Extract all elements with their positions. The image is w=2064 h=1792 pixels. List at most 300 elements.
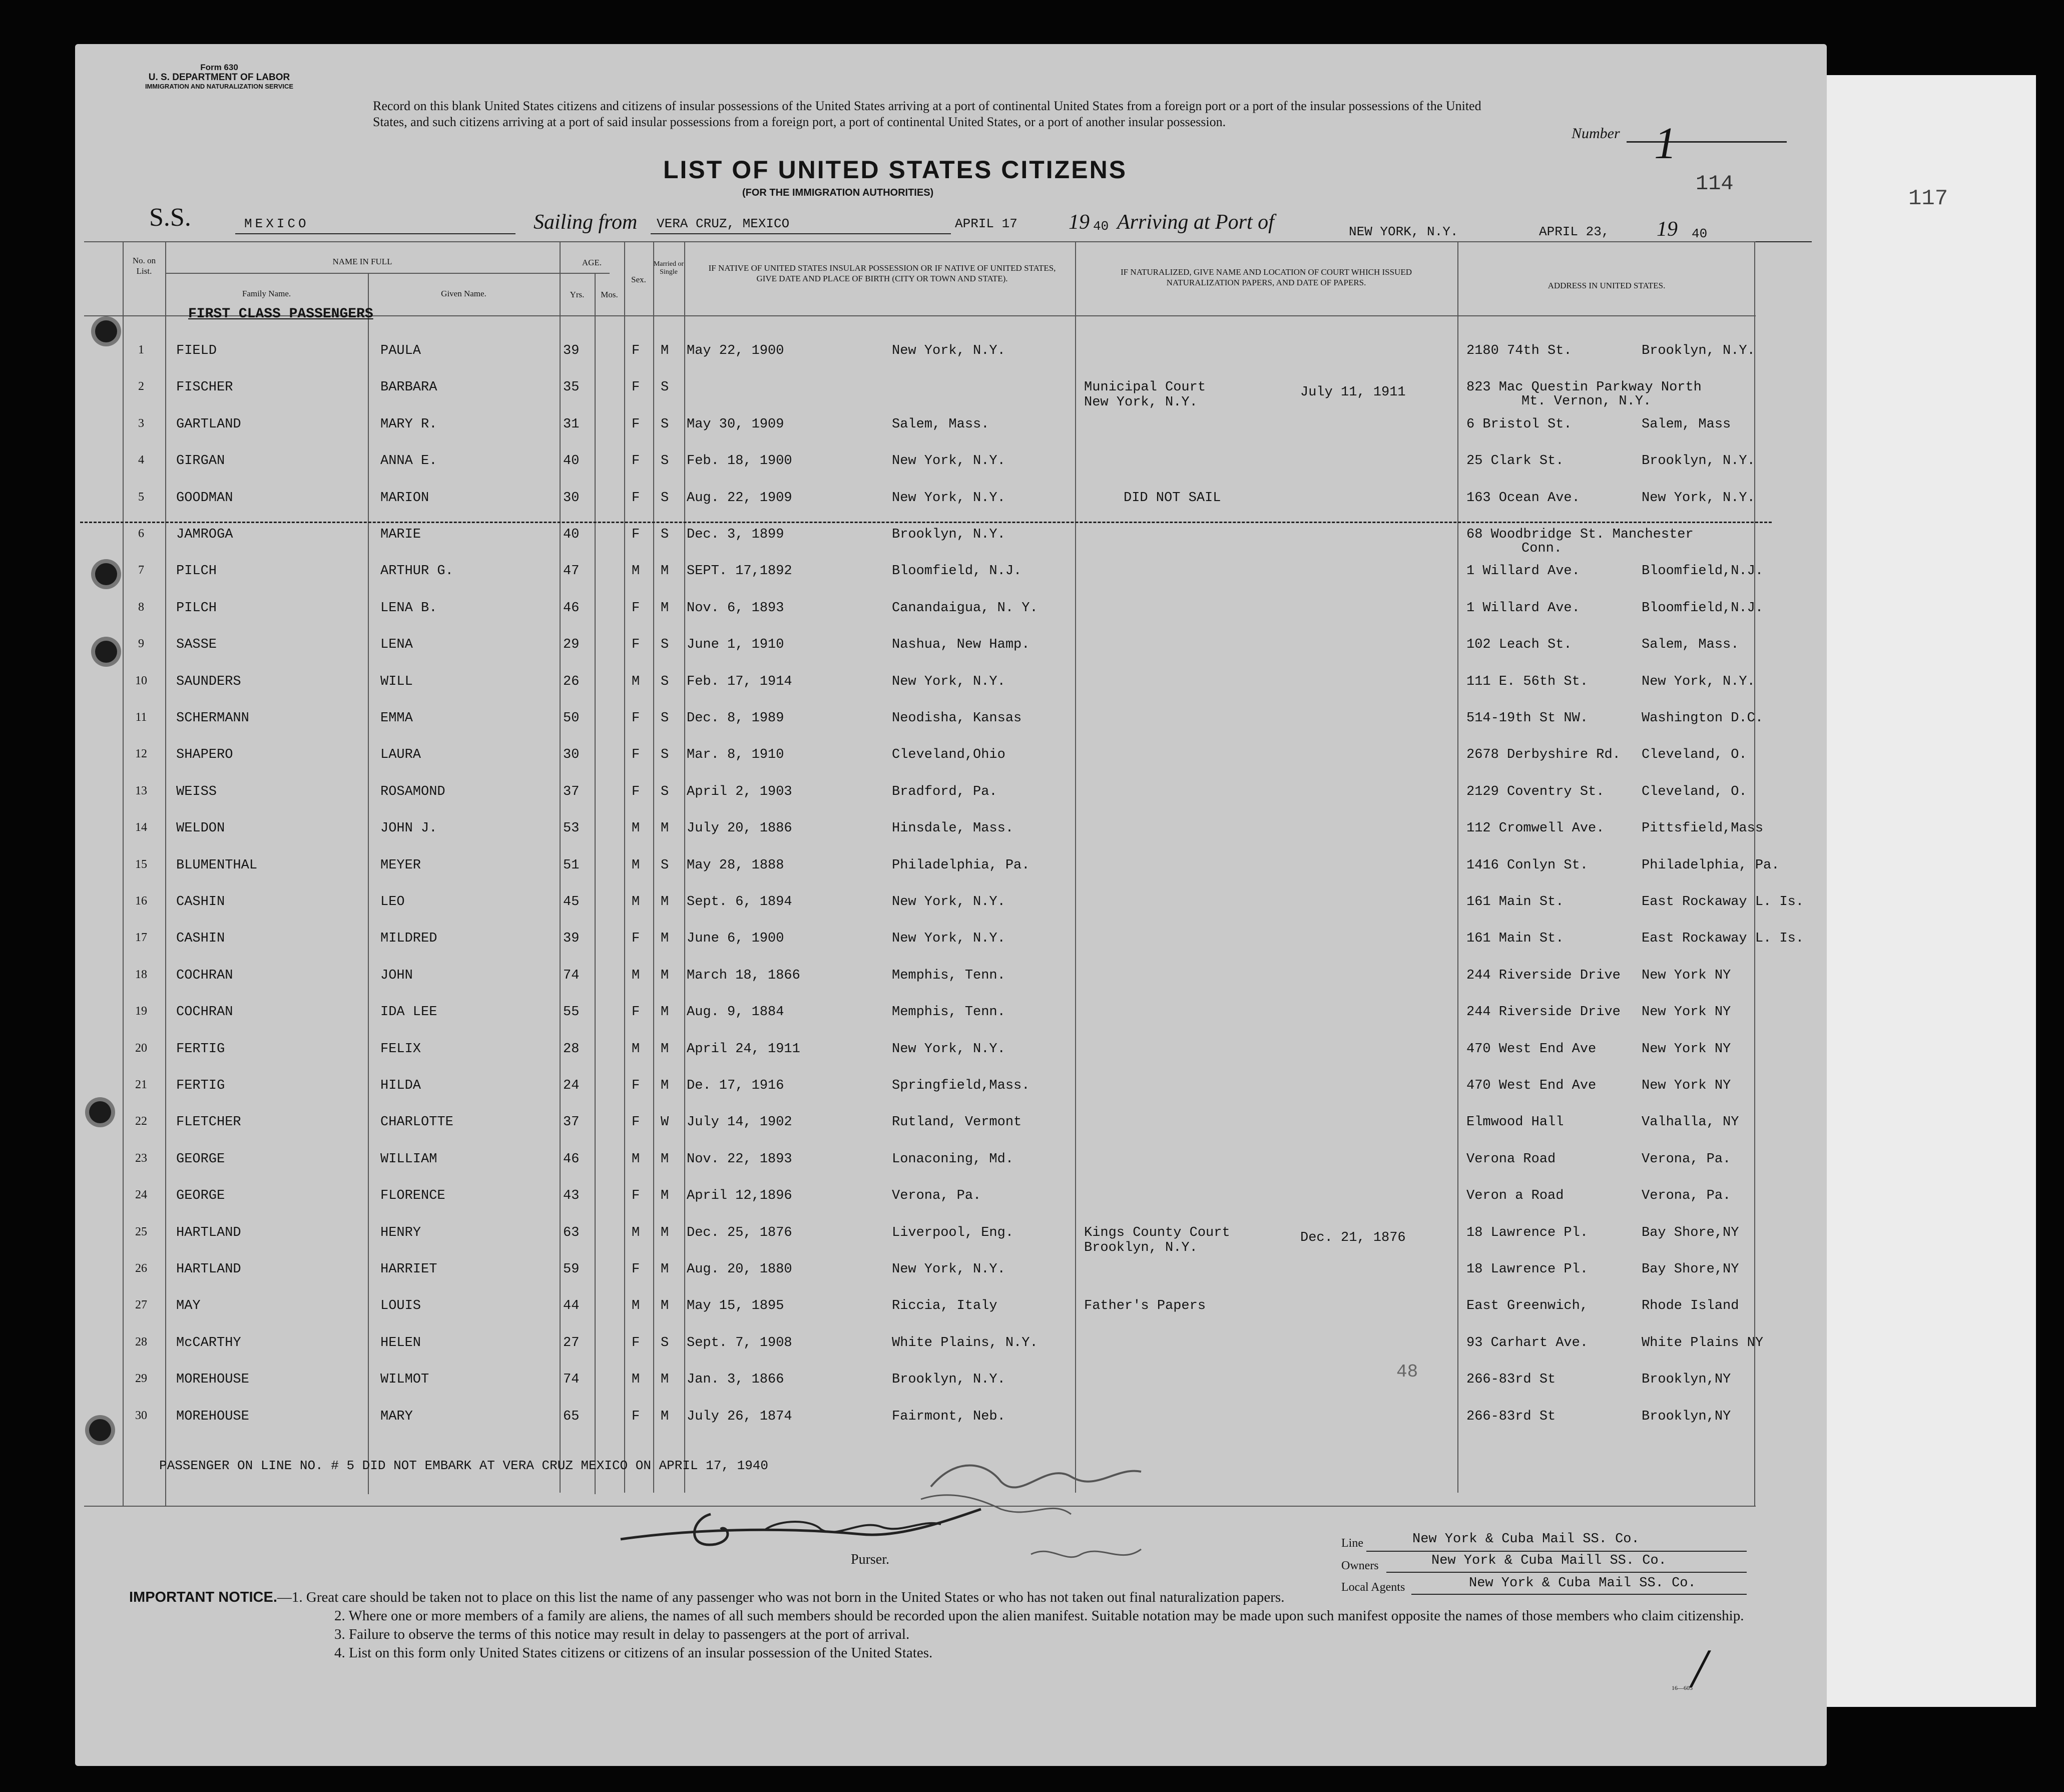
birth-place: Fairmont, Neb.: [892, 1409, 1005, 1424]
line-number: 3: [138, 416, 144, 430]
address-city: Verona, Pa.: [1642, 1151, 1731, 1167]
age-years: 63: [563, 1225, 580, 1240]
address-city: Rhode Island: [1642, 1298, 1739, 1314]
given-name: IDA LEE: [380, 1005, 437, 1020]
given-name: MARY R.: [380, 416, 437, 432]
address-city: Bloomfield,N.J.: [1642, 600, 1764, 616]
col-rule: [560, 241, 561, 1493]
col-header-naturalized: IF NATURALIZED, GIVE NAME AND LOCATION OF COURT WHICH ISSUED NATURALIZATION PAPERS, AND DATE OF PAPERS.: [1120, 267, 1412, 287]
age-years: 39: [563, 931, 580, 947]
age-years: 26: [563, 674, 580, 689]
birth-place: New York, N.Y.: [892, 490, 1005, 506]
family-name: BLUMENTHAL: [176, 857, 258, 873]
address-city: Cleveland, O.: [1642, 747, 1747, 763]
given-name: EMMA: [380, 711, 413, 726]
line-number: 12: [135, 747, 147, 761]
marital-status: S: [661, 416, 669, 432]
family-name: GIRGAN: [176, 454, 225, 469]
printer-code: 16—605: [1672, 1684, 1693, 1691]
birth-date: Dec. 3, 1899: [687, 527, 784, 542]
line-number: 23: [135, 1151, 147, 1165]
birth-place: Memphis, Tenn.: [892, 1005, 1005, 1020]
birth-place: New York, N.Y.: [892, 1262, 1005, 1277]
family-name: GARTLAND: [176, 416, 241, 432]
form-identifier: [114, 63, 324, 90]
marital-status: S: [661, 711, 669, 726]
age-years: 47: [563, 564, 580, 579]
page-subtitle: (FOR THE IMMIGRATION AUTHORITIES): [742, 187, 934, 198]
line-number: 5: [138, 490, 144, 504]
family-name: MOREHOUSE: [176, 1372, 249, 1388]
line-number: 30: [135, 1409, 147, 1422]
address-street: 470 West End Ave: [1466, 1078, 1597, 1093]
family-name: MAY: [176, 1298, 201, 1314]
col-header-name: NAME IN FULL: [332, 257, 392, 266]
sex: M: [632, 1041, 640, 1057]
given-name: MEYER: [380, 857, 421, 873]
marital-status: M: [661, 1005, 669, 1020]
sex: F: [632, 1078, 640, 1093]
given-name: HELEN: [380, 1335, 421, 1351]
col-rule: [1075, 241, 1076, 1493]
address-city: New York NY: [1642, 1041, 1731, 1057]
sex: F: [632, 1005, 640, 1020]
birth-place: Rutland, Vermont: [892, 1115, 1022, 1130]
line-number: 2: [138, 380, 144, 393]
marital-status: M: [661, 1409, 669, 1424]
sex: M: [632, 857, 640, 873]
address-city: Bay Shore,NY: [1642, 1225, 1739, 1240]
sex: F: [632, 490, 640, 506]
arrival-year-prefix: 19: [1657, 218, 1678, 241]
line-label: Line: [1341, 1537, 1363, 1550]
birth-date: Mar. 8, 1910: [687, 747, 784, 763]
sex: M: [632, 894, 640, 910]
birth-place: Brooklyn, N.Y.: [892, 527, 1005, 542]
col-header-married: Married or Single: [653, 260, 684, 276]
department-name: U. S. DEPARTMENT OF LABOR: [148, 72, 290, 83]
notice-item: 3. Failure to observe the terms of this notice may result in delay to passengers at the port of arrival.: [334, 1626, 910, 1642]
sex: F: [632, 454, 640, 469]
age-years: 40: [563, 454, 580, 469]
age-years: 74: [563, 1372, 580, 1388]
sex: F: [632, 1188, 640, 1204]
birth-place: Hinsdale, Mass.: [892, 821, 1014, 836]
birth-place: Nashua, New Hamp.: [892, 637, 1030, 653]
age-years: 51: [563, 857, 580, 873]
marital-status: M: [661, 564, 669, 579]
col-header-age: AGE.: [582, 258, 602, 267]
ss-label: S.S.: [149, 203, 191, 232]
line-number: 7: [138, 564, 144, 577]
marital-status: M: [661, 1225, 669, 1240]
address-street: 112 Cromwell Ave.: [1466, 821, 1605, 836]
family-name: PILCH: [176, 600, 217, 616]
line-number: 10: [135, 674, 147, 687]
marital-status: M: [661, 931, 669, 947]
strike-through-line: [80, 522, 1772, 523]
birth-place: Neodisha, Kansas: [892, 711, 1022, 726]
col-rule: [1754, 241, 1755, 1506]
adjacent-page-edge: [1816, 75, 2036, 1707]
line-value: New York & Cuba Mail SS. Co.: [1412, 1532, 1640, 1547]
given-name: LEO: [380, 894, 405, 910]
birth-date: April 12,1896: [687, 1188, 792, 1204]
birth-date: Aug. 9, 1884: [687, 1005, 784, 1020]
family-name: FISCHER: [176, 380, 233, 395]
sex: F: [632, 380, 640, 395]
given-name: MARY: [380, 1409, 413, 1424]
birth-date: July 14, 1902: [687, 1115, 792, 1130]
sailing-label: Sailing from: [534, 211, 638, 234]
section-label: FIRST CLASS PASSENGERS: [188, 306, 373, 322]
birth-date: June 6, 1900: [687, 931, 784, 947]
given-name: LENA B.: [380, 600, 437, 616]
arrival-date: APRIL 23,: [1539, 224, 1610, 239]
col-rule: [653, 241, 654, 1493]
marital-status: S: [661, 527, 669, 542]
naturalization-date: Dec. 21, 1876: [1300, 1230, 1406, 1245]
line-number: 13: [135, 784, 147, 797]
birth-date: Aug. 20, 1880: [687, 1262, 792, 1277]
col-rule: [684, 241, 685, 1493]
marital-status: M: [661, 1262, 669, 1277]
address-city: New York NY: [1642, 1078, 1731, 1093]
family-name: FLETCHER: [176, 1115, 241, 1130]
sex: M: [632, 1151, 640, 1167]
name-header-rule: [165, 273, 596, 274]
birth-place: Springfield,Mass.: [892, 1078, 1030, 1093]
col-header-family: Family Name.: [242, 289, 291, 298]
owners-underline: [1386, 1572, 1747, 1573]
address-street: 163 Ocean Ave.: [1466, 490, 1580, 506]
sex: F: [632, 416, 640, 432]
birth-date: Jan. 3, 1866: [687, 1372, 784, 1388]
age-years: 30: [563, 747, 580, 763]
address-city: Bay Shore,NY: [1642, 1262, 1739, 1277]
col-rule: [624, 241, 625, 1493]
sex: F: [632, 343, 640, 358]
line-number: 26: [135, 1262, 147, 1275]
col-header-no: No. on List.: [132, 256, 156, 276]
sex: F: [632, 1115, 640, 1130]
sex: M: [632, 821, 640, 836]
ship-name: MEXICO: [244, 216, 309, 231]
family-name: HARTLAND: [176, 1262, 241, 1277]
given-name: ARTHUR G.: [380, 564, 453, 579]
adjacent-page-number: 117: [1908, 186, 1948, 211]
birth-date: Feb. 17, 1914: [687, 674, 792, 689]
line-number: 24: [135, 1188, 147, 1202]
age-years: 46: [563, 600, 580, 616]
marital-status: M: [661, 821, 669, 836]
line-number: 1: [138, 343, 144, 356]
given-name: HARRIET: [380, 1262, 437, 1277]
family-name: GEORGE: [176, 1188, 225, 1204]
list-number: 1: [1654, 119, 1677, 168]
family-name: SASSE: [176, 637, 217, 653]
line-number: 17: [135, 931, 147, 945]
sex: F: [632, 1335, 640, 1351]
address-city: Brooklyn, N.Y.: [1642, 343, 1755, 358]
birth-date: Nov. 6, 1893: [687, 600, 784, 616]
address-city: Brooklyn,NY: [1642, 1409, 1731, 1424]
naturalization-location: Brooklyn, N.Y.: [1084, 1240, 1198, 1255]
age-years: 31: [563, 416, 580, 432]
birth-date: Nov. 22, 1893: [687, 1151, 792, 1167]
marital-status: M: [661, 1151, 669, 1167]
age-years: 53: [563, 821, 580, 836]
address-city: New York NY: [1642, 968, 1731, 983]
table-top-rule: [84, 241, 1756, 242]
naturalization-court: Father's Papers: [1084, 1298, 1206, 1314]
line-number: 27: [135, 1298, 147, 1312]
line-number: 20: [135, 1041, 147, 1055]
form-instructions: Record on this blank United States citizens and citizens of insular possessions of the United States arriving at a port of continental United States from a foreign port or a port of the insular possessions of the United States, and such citizens arriving at a port of said insular possessions from a foreign port, a port of continental United States, or a port of another insular possession.: [373, 99, 1481, 129]
given-name: HENRY: [380, 1225, 421, 1240]
sex: M: [632, 564, 640, 579]
address-street: 6 Bristol St.: [1466, 416, 1572, 432]
binder-hole: [89, 1101, 111, 1123]
birth-date: Feb. 18, 1900: [687, 454, 792, 469]
given-name: MARIE: [380, 527, 421, 542]
birth-place: New York, N.Y.: [892, 343, 1005, 358]
birth-date: Sept. 6, 1894: [687, 894, 792, 910]
age-years: 40: [563, 527, 580, 542]
address-city: Verona, Pa.: [1642, 1188, 1731, 1204]
family-name: CASHIN: [176, 894, 225, 910]
address-street: 1 Willard Ave.: [1466, 564, 1580, 579]
ship-underline: [235, 233, 515, 234]
birth-date: Aug. 22, 1909: [687, 490, 792, 506]
address-city: Washington D.C.: [1642, 711, 1764, 726]
address-city: New York NY: [1642, 1005, 1731, 1020]
birth-place: Canandaigua, N. Y.: [892, 600, 1038, 616]
birth-date: April 2, 1903: [687, 784, 792, 799]
address-city: Cleveland, O.: [1642, 784, 1747, 799]
address-street: 161 Main St.: [1466, 894, 1564, 910]
marital-status: M: [661, 600, 669, 616]
birth-place: Philadelphia, Pa.: [892, 857, 1030, 873]
birth-place: White Plains, N.Y.: [892, 1335, 1038, 1351]
marital-status: S: [661, 454, 669, 469]
age-years: 30: [563, 490, 580, 506]
col-rule: [1457, 241, 1458, 1493]
col-header-yrs: Yrs.: [570, 290, 585, 299]
sex: M: [632, 1372, 640, 1388]
age-years: 39: [563, 343, 580, 358]
agents-label: Local Agents: [1341, 1581, 1405, 1594]
marital-status: W: [661, 1115, 669, 1130]
handwritten-tick: /: [1692, 1638, 1707, 1699]
notice-item: —1. Great care should be taken not to place on this list the name of any passenger who was not born in the United States or who has not taken out final naturalization papers.: [277, 1589, 1285, 1605]
age-years: 45: [563, 894, 580, 910]
address-city: White Plains NY: [1642, 1335, 1764, 1351]
address-street: Veron a Road: [1466, 1188, 1564, 1204]
address-street: East Greenwich,: [1466, 1298, 1589, 1314]
birth-place: New York, N.Y.: [892, 454, 1005, 469]
birth-place: Bloomfield, N.J.: [892, 564, 1022, 579]
given-name: LAURA: [380, 747, 421, 763]
family-name: FERTIG: [176, 1078, 225, 1093]
line-number: 22: [135, 1115, 147, 1128]
address-street: 111 E. 56th St.: [1466, 674, 1589, 689]
birth-date: Dec. 8, 1989: [687, 711, 784, 726]
birth-date: Sept. 7, 1908: [687, 1335, 792, 1351]
family-name: COCHRAN: [176, 1005, 233, 1020]
family-name: WEISS: [176, 784, 217, 799]
number-label: Number: [1572, 125, 1620, 142]
form-number: Form 630: [200, 63, 238, 72]
line-number: 11: [135, 711, 147, 724]
line-number: 9: [138, 637, 144, 651]
col-header-given: Given Name.: [441, 289, 486, 298]
given-name: ANNA E.: [380, 454, 437, 469]
address-city: Brooklyn, N.Y.: [1642, 454, 1755, 469]
sex: F: [632, 747, 640, 763]
family-name: McCARTHY: [176, 1335, 241, 1351]
departure-underline: [651, 233, 951, 234]
address-street: 18 Lawrence Pl.: [1466, 1225, 1589, 1240]
age-years: 46: [563, 1151, 580, 1167]
given-name: HILDA: [380, 1078, 421, 1093]
line-number: 28: [135, 1335, 147, 1349]
marital-status: M: [661, 1298, 669, 1314]
line-number: 21: [135, 1078, 147, 1091]
address-city: Pittsfield,Mass: [1642, 821, 1764, 836]
age-years: 65: [563, 1409, 580, 1424]
address-city: East Rockaway L. Is.: [1642, 931, 1804, 947]
age-years: 59: [563, 1262, 580, 1277]
marital-status: S: [661, 637, 669, 653]
naturalization-court: DID NOT SAIL: [1124, 490, 1221, 506]
departure-year: 40: [1093, 219, 1109, 234]
address-street: 1416 Conlyn St.: [1466, 857, 1589, 873]
address-city: Mt. Vernon, N.Y.: [1521, 394, 1652, 409]
col-header-sex: Sex.: [631, 275, 646, 284]
address-city: Bloomfield,N.J.: [1642, 564, 1764, 579]
address-street: 266-83rd St: [1466, 1409, 1556, 1424]
family-name: SCHERMANN: [176, 711, 249, 726]
age-years: 37: [563, 784, 580, 799]
family-name: CASHIN: [176, 931, 225, 947]
given-name: ROSAMOND: [380, 784, 445, 799]
marital-status: M: [661, 1041, 669, 1057]
important-notice: [129, 1588, 1761, 1662]
birth-date: May 30, 1909: [687, 416, 784, 432]
notice-item: 4. List on this form only United States citizens or citizens of an insular possession of the United States.: [334, 1645, 933, 1661]
page-title: LIST OF UNITED STATES CITIZENS: [663, 156, 1128, 184]
col-rule: [368, 273, 369, 1494]
sex: F: [632, 600, 640, 616]
age-years: 28: [563, 1041, 580, 1057]
marital-status: M: [661, 1078, 669, 1093]
notice-lead: IMPORTANT NOTICE.: [129, 1589, 277, 1605]
age-years: 29: [563, 637, 580, 653]
family-name: SAUNDERS: [176, 674, 241, 689]
sex: F: [632, 1262, 640, 1277]
agents-value: New York & Cuba Mail SS. Co.: [1469, 1576, 1696, 1591]
line-number: 18: [135, 968, 147, 981]
family-name: COCHRAN: [176, 968, 233, 983]
notice-item: 2. Where one or more members of a family are aliens, the names of all such members should be recorded upon the alien manifest. Suitable notation may be made upon such manifest opposite the names of those members who claim citizenship.: [334, 1608, 1744, 1624]
family-name: HARTLAND: [176, 1225, 241, 1240]
address-street: 93 Carhart Ave.: [1466, 1335, 1589, 1351]
birth-date: De. 17, 1916: [687, 1078, 784, 1093]
birth-place: Riccia, Italy: [892, 1298, 997, 1314]
owners-label: Owners: [1341, 1559, 1379, 1572]
age-header-rule: [560, 273, 610, 274]
address-street: 68 Woodbridge St. Manchester: [1466, 527, 1694, 542]
address-street: 244 Riverside Drive: [1466, 968, 1621, 983]
marital-status: M: [661, 894, 669, 910]
given-name: MILDRED: [380, 931, 437, 947]
col-header-birth: IF NATIVE OF UNITED STATES INSULAR POSSESSION OR IF NATIVE OF UNITED STATES, GIVE DATE AND PLACE OF BIRTH (CITY OR TOWN AND STATE).: [708, 263, 1056, 283]
given-name: WILMOT: [380, 1372, 429, 1388]
address-city: New York, N.Y.: [1642, 674, 1755, 689]
age-years: 24: [563, 1078, 580, 1093]
address-street: 18 Lawrence Pl.: [1466, 1262, 1589, 1277]
embark-footnote: PASSENGER ON LINE NO. # 5 DID NOT EMBARK AT VERA CRUZ MEXICO ON APRIL 17, 1940: [159, 1458, 768, 1473]
family-name: FERTIG: [176, 1041, 225, 1057]
sex: M: [632, 968, 640, 983]
address-street: 266-83rd St: [1466, 1372, 1556, 1388]
marital-status: S: [661, 857, 669, 873]
address-city: Brooklyn,NY: [1642, 1372, 1731, 1388]
given-name: CHARLOTTE: [380, 1115, 453, 1130]
naturalization-court: Municipal Court: [1084, 380, 1206, 395]
arrival-port: NEW YORK, N.Y.: [1349, 224, 1458, 239]
line-number: 6: [138, 527, 144, 540]
birth-date: March 18, 1866: [687, 968, 800, 983]
family-name: MOREHOUSE: [176, 1409, 249, 1424]
given-name: JOHN: [380, 968, 413, 983]
address-city: Philadelphia, Pa.: [1642, 857, 1780, 873]
given-name: WILL: [380, 674, 413, 689]
birth-place: New York, N.Y.: [892, 674, 1005, 689]
address-street: 2129 Coventry St.: [1466, 784, 1605, 799]
given-name: MARION: [380, 490, 429, 506]
line-number: 25: [135, 1225, 147, 1238]
page-stamp-number: 114: [1696, 172, 1734, 196]
address-city: Valhalla, NY: [1642, 1115, 1739, 1130]
age-years: 44: [563, 1298, 580, 1314]
given-name: PAULA: [380, 343, 421, 358]
given-name: LOUIS: [380, 1298, 421, 1314]
birth-place: Memphis, Tenn.: [892, 968, 1005, 983]
sex: F: [632, 1409, 640, 1424]
birth-date: May 22, 1900: [687, 343, 784, 358]
address-city: New York, N.Y.: [1642, 490, 1755, 506]
marital-status: S: [661, 1335, 669, 1351]
margin-note: 48: [1396, 1362, 1418, 1382]
address-city: Salem, Mass.: [1642, 637, 1739, 653]
sex: M: [632, 674, 640, 689]
birth-place: New York, N.Y.: [892, 931, 1005, 947]
address-city: Conn.: [1521, 541, 1563, 556]
marital-status: S: [661, 747, 669, 763]
line-number: 15: [135, 857, 147, 871]
sex: F: [632, 784, 640, 799]
number-underline: [1627, 141, 1787, 143]
sex: F: [632, 527, 640, 542]
family-name: PILCH: [176, 564, 217, 579]
marital-status: M: [661, 968, 669, 983]
birth-place: Cleveland,Ohio: [892, 747, 1005, 763]
address-city: East Rockaway L. Is.: [1642, 894, 1804, 910]
address-city: Salem, Mass: [1642, 416, 1731, 432]
arriving-label: Arriving at Port of: [1117, 211, 1274, 234]
